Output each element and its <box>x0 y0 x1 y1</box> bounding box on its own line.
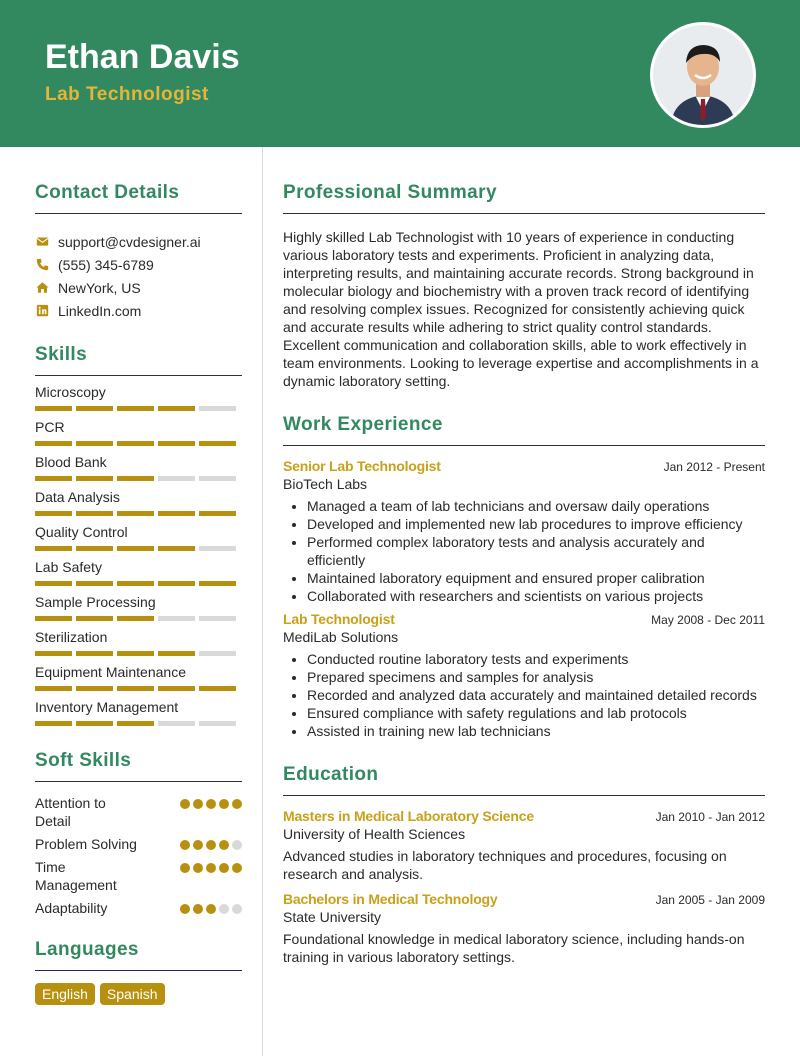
skill-name: Lab Safety <box>35 559 102 575</box>
skill-level-segment <box>199 546 236 551</box>
rating-dot <box>219 840 229 850</box>
skill-level-segment <box>35 721 72 726</box>
skill-level-segment <box>199 616 236 621</box>
soft-skill-rating <box>180 840 242 850</box>
rating-dot <box>232 904 242 914</box>
soft-skill-rating <box>180 863 242 873</box>
language-tag: Spanish <box>100 983 165 1005</box>
skill-level-segment <box>117 616 154 621</box>
job-company: MediLab Solutions <box>283 629 399 645</box>
job-bullet: • Conducted routine laboratory tests and experiments <box>307 650 765 668</box>
left-column <box>35 182 242 1005</box>
languages-list <box>35 983 242 1005</box>
skill-level-segment <box>35 511 72 516</box>
job-date: Jan 2012 - Present <box>663 460 765 474</box>
skill-level-segment <box>199 476 236 481</box>
skill-level-segment <box>199 651 236 656</box>
skills-section-title: Skills <box>35 344 242 376</box>
skills-section <box>35 344 242 726</box>
skill-level-segment <box>117 721 154 726</box>
column-divider <box>262 147 263 1056</box>
rating-dot <box>232 840 242 850</box>
contact-section <box>35 182 242 322</box>
soft-skill-rating <box>180 904 242 914</box>
skill-level-segment <box>76 511 113 516</box>
skill-level-segment <box>35 476 72 481</box>
skill-level-segment <box>199 686 236 691</box>
education-entry <box>283 891 765 966</box>
skill-level-bar <box>35 686 242 691</box>
rating-dot <box>180 904 190 914</box>
skill-item <box>35 559 242 586</box>
rating-dot <box>206 840 216 850</box>
job-bullet: • Collaborated with researchers and scientists on various projects <box>307 587 765 605</box>
skill-level-bar <box>35 616 242 621</box>
job-bullet: • Performed complex laboratory tests and analysis accurately and efficiently <box>307 533 765 569</box>
degree-title: Bachelors in Medical Technology <box>283 891 498 907</box>
contact-location-text: NewYork, US <box>58 279 141 296</box>
skill-name: PCR <box>35 419 65 435</box>
soft-skill-item <box>35 899 242 917</box>
school-name: State University <box>283 909 382 925</box>
rating-dot <box>206 799 216 809</box>
rating-dot <box>206 904 216 914</box>
education-date: Jan 2005 - Jan 2009 <box>655 893 765 907</box>
skill-level-segment <box>117 441 154 446</box>
skill-name: Equipment Maintenance <box>35 664 186 680</box>
summary-section <box>283 182 765 390</box>
skill-level-segment <box>199 721 236 726</box>
rating-dot <box>206 863 216 873</box>
skill-level-bar <box>35 546 242 551</box>
skill-level-segment <box>158 511 195 516</box>
skill-item <box>35 629 242 656</box>
rating-dot <box>193 904 203 914</box>
contact-list <box>35 230 242 322</box>
skill-name: Blood Bank <box>35 454 107 470</box>
skill-level-segment <box>117 651 154 656</box>
job-bullet: • Maintained laboratory equipment and ensured proper calibration <box>307 569 765 587</box>
contact-location <box>35 276 242 299</box>
skill-level-segment <box>158 721 195 726</box>
skill-level-segment <box>35 546 72 551</box>
skill-item <box>35 454 242 481</box>
skill-level-segment <box>199 581 236 586</box>
resume-header <box>0 0 800 147</box>
skill-level-segment <box>35 406 72 411</box>
school-name: University of Health Sciences <box>283 826 466 842</box>
soft-skill-name: Problem Solving <box>35 836 137 852</box>
education-entry <box>283 808 765 883</box>
soft-skill-name: Time Management <box>35 859 117 893</box>
work-experience-section <box>283 414 765 740</box>
skill-level-segment <box>199 441 236 446</box>
soft-skills-section-title: Soft Skills <box>35 750 242 782</box>
degree-title: Masters in Medical Laboratory Science <box>283 808 534 824</box>
summary-text: Highly skilled Lab Technologist with 10 years of experience in conducting various laboratory tests and experiments. Proficient in analyzing data, interpreting results, and maintaining accurate records. Strong background in molecular biology and biochemistry with a proven track record of identifying and resolving complex issues. Recognized for consistently achieving quick and accurate results while adhering to strict quality control standards. Excellent communication and collaboration skills, able to work effectively in team environments. Looking to leverage expertise and accomplishments in a dynamic laboratory setting. <box>283 229 759 389</box>
skill-level-segment <box>117 686 154 691</box>
skill-level-segment <box>35 686 72 691</box>
skill-name: Quality Control <box>35 524 128 540</box>
skill-level-bar <box>35 581 242 586</box>
candidate-title: Lab Technologist <box>45 84 209 105</box>
soft-skill-rating <box>180 799 242 809</box>
skill-name: Data Analysis <box>35 489 120 505</box>
skill-level-bar <box>35 406 242 411</box>
skill-item <box>35 489 242 516</box>
job-bullet: • Developed and implemented new lab procedures to improve efficiency <box>307 515 765 533</box>
skill-level-segment <box>158 581 195 586</box>
skill-level-segment <box>76 651 113 656</box>
work-experience-section-title: Work Experience <box>283 414 765 446</box>
soft-skills-section <box>35 750 242 917</box>
skill-level-segment <box>76 616 113 621</box>
skill-level-segment <box>199 406 236 411</box>
skill-name: Inventory Management <box>35 699 179 715</box>
education-description: Advanced studies in laboratory techniques and procedures, focusing on research and analysis. <box>283 848 727 882</box>
education-description: Foundational knowledge in medical laboratory science, including hands-on training in various laboratory settings. <box>283 931 745 965</box>
education-section <box>283 764 765 966</box>
job-bullet: • Managed a team of lab technicians and oversaw daily operations <box>307 497 765 515</box>
skill-item <box>35 524 242 551</box>
skill-level-segment <box>199 511 236 516</box>
home-icon <box>35 281 49 295</box>
skill-level-segment <box>158 406 195 411</box>
job-bullets <box>283 497 765 605</box>
contact-linkedin[interactable] <box>35 299 242 322</box>
rating-dot <box>193 863 203 873</box>
skill-level-bar <box>35 721 242 726</box>
skill-level-segment <box>76 476 113 481</box>
contact-phone-text: (555) 345-6789 <box>58 256 154 273</box>
skill-level-segment <box>35 581 72 586</box>
skill-level-segment <box>117 476 154 481</box>
linkedin-icon <box>35 304 49 318</box>
education-section-title: Education <box>283 764 765 796</box>
skill-level-segment <box>76 581 113 586</box>
contact-email[interactable] <box>35 230 242 253</box>
skill-level-segment <box>117 546 154 551</box>
language-tag: English <box>35 983 95 1005</box>
skill-level-segment <box>158 476 195 481</box>
rating-dot <box>193 840 203 850</box>
job-bullet: • Prepared specimens and samples for analysis <box>307 668 765 686</box>
skill-level-bar <box>35 441 242 446</box>
job-date: May 2008 - Dec 2011 <box>651 613 765 627</box>
job-title: Lab Technologist <box>283 611 395 627</box>
soft-skills-list <box>35 794 242 917</box>
soft-skill-item <box>35 835 242 853</box>
skill-level-segment <box>35 441 72 446</box>
skill-level-segment <box>117 406 154 411</box>
skill-level-segment <box>35 651 72 656</box>
skill-level-bar <box>35 476 242 481</box>
skill-item <box>35 699 242 726</box>
profile-photo <box>650 22 756 128</box>
skill-level-segment <box>76 406 113 411</box>
education-date: Jan 2010 - Jan 2012 <box>655 810 765 824</box>
rating-dot <box>232 799 242 809</box>
rating-dot <box>232 863 242 873</box>
skill-item <box>35 594 242 621</box>
job-entry <box>283 611 765 740</box>
rating-dot <box>180 840 190 850</box>
skill-name: Microscopy <box>35 384 106 400</box>
rating-dot <box>193 799 203 809</box>
job-bullet: • Recorded and analyzed data accurately and maintained detailed records <box>307 686 765 704</box>
right-column <box>283 182 765 966</box>
job-bullet: • Ensured compliance with safety regulations and lab protocols <box>307 704 765 722</box>
rating-dot <box>219 863 229 873</box>
languages-section-title: Languages <box>35 939 242 971</box>
skill-level-segment <box>158 686 195 691</box>
job-entry <box>283 458 765 605</box>
job-company: BioTech Labs <box>283 476 368 492</box>
soft-skill-name: Attention to Detail <box>35 795 106 829</box>
skill-level-segment <box>76 441 113 446</box>
skill-level-segment <box>158 441 195 446</box>
contact-linkedin-text: LinkedIn.com <box>58 302 142 319</box>
skill-level-segment <box>76 721 113 726</box>
skill-level-segment <box>35 616 72 621</box>
skill-level-segment <box>158 616 195 621</box>
skill-item <box>35 384 242 411</box>
email-icon <box>35 235 49 249</box>
skill-item <box>35 664 242 691</box>
soft-skill-name: Adaptability <box>35 900 108 916</box>
contact-phone[interactable] <box>35 253 242 276</box>
rating-dot <box>180 799 190 809</box>
soft-skill-item <box>35 858 242 894</box>
languages-section <box>35 939 242 1005</box>
skill-level-segment <box>76 546 113 551</box>
summary-section-title: Professional Summary <box>283 182 765 214</box>
skill-level-segment <box>76 686 113 691</box>
job-title: Senior Lab Technologist <box>283 458 441 474</box>
skill-name: Sample Processing <box>35 594 156 610</box>
contact-email-text: support@cvdesigner.ai <box>58 233 201 250</box>
candidate-name: Ethan Davis <box>45 38 240 76</box>
skill-name: Sterilization <box>35 629 108 645</box>
rating-dot <box>219 799 229 809</box>
skill-level-bar <box>35 511 242 516</box>
rating-dot <box>180 863 190 873</box>
skill-level-segment <box>158 651 195 656</box>
contact-section-title: Contact Details <box>35 182 242 214</box>
phone-icon <box>35 258 49 272</box>
skill-level-segment <box>117 511 154 516</box>
skill-item <box>35 419 242 446</box>
profile-photo-image <box>653 25 753 125</box>
skill-level-segment <box>158 546 195 551</box>
skill-level-bar <box>35 651 242 656</box>
rating-dot <box>219 904 229 914</box>
skill-level-segment <box>117 581 154 586</box>
job-bullet: • Assisted in training new lab technicians <box>307 722 765 740</box>
job-bullets <box>283 650 765 740</box>
soft-skill-item <box>35 794 242 830</box>
